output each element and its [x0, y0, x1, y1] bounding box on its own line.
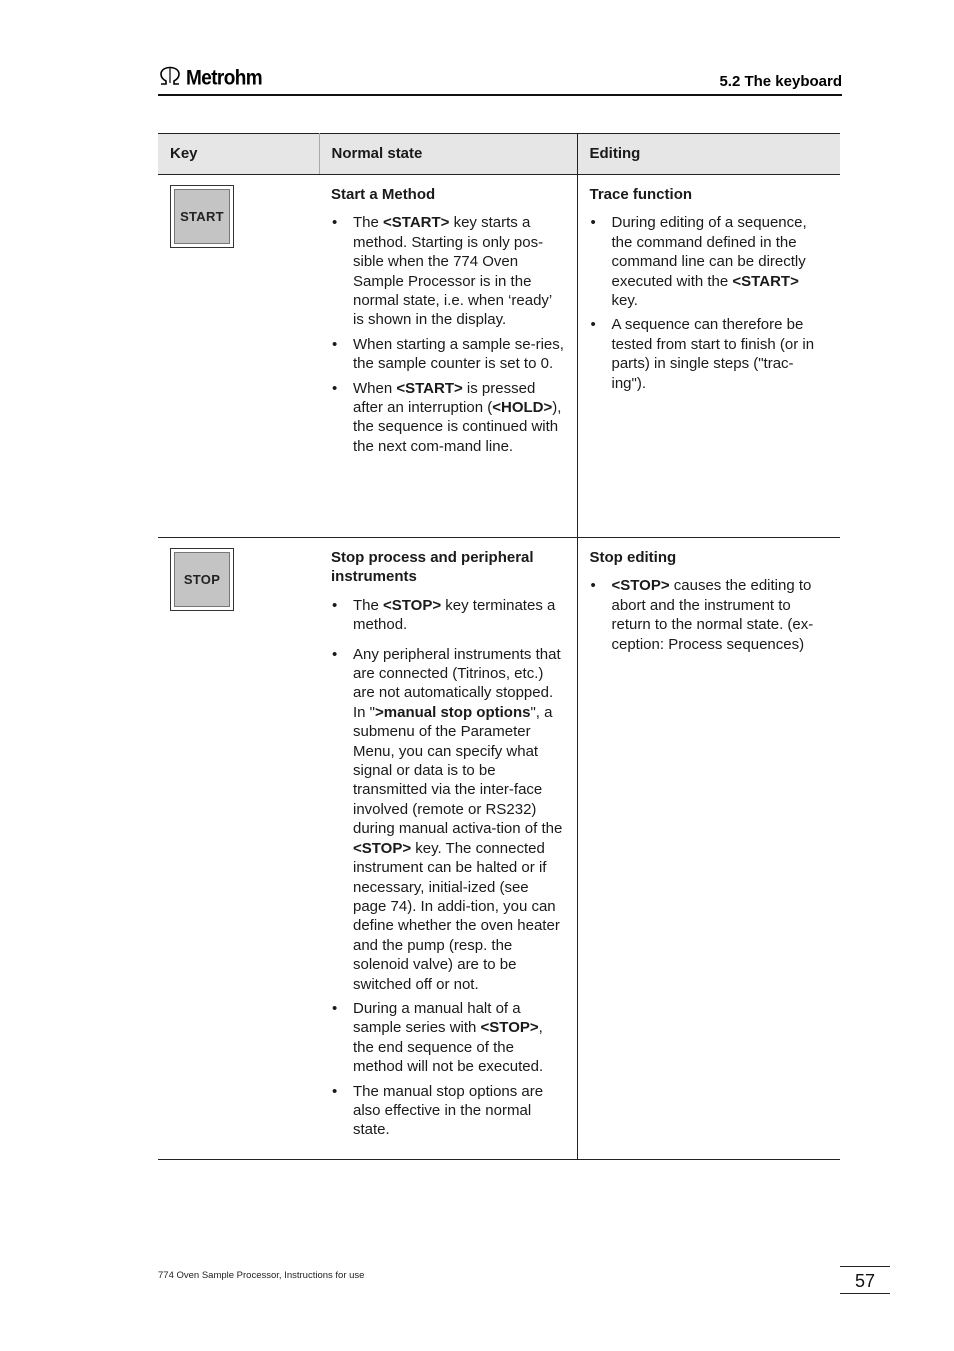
normal-state-title: Stop process and peripheral instruments [331, 549, 534, 586]
start-key-label: START [174, 189, 230, 244]
key-cell [158, 538, 319, 1160]
stop-key-icon [170, 548, 234, 611]
key-name-bold: <START> [396, 379, 463, 397]
normal-state-cell [319, 538, 577, 1160]
key-name-bold: >manual stop options [375, 703, 531, 721]
normal-state-title: Start a Method [331, 186, 436, 203]
key-name-bold: <STOP> [353, 839, 412, 857]
editing-list [590, 576, 829, 654]
key-cell [158, 175, 319, 538]
normal-state-list [331, 213, 565, 456]
normal-state-list [331, 596, 565, 1140]
list-item: • The manual stop options are also effective in the normal state. [331, 1082, 565, 1140]
table-header-row [158, 134, 840, 175]
table-row [158, 175, 840, 538]
start-key-icon [170, 185, 234, 248]
page-number: 57 [840, 1266, 890, 1294]
list-item: • During a manual halt of a sample series with <STOP>, the end sequence of the method will not be executed. [331, 999, 565, 1077]
list-item: • The <STOP> key terminates a method. [331, 596, 565, 635]
list-item: • A sequence can therefore be tested from start to finish (or in parts) in single steps ("trac-ing"). [590, 315, 829, 393]
list-item: • The <START> key starts a method. Starting is only pos-sible when the 774 Oven Sample Processor is in the normal state, i.e. when ‘ready’ is shown in the display. [331, 213, 565, 329]
column-header-editing: Editing [577, 134, 840, 175]
key-name-bold: <START> [732, 272, 799, 290]
key-name-bold: <HOLD> [492, 399, 553, 417]
section-title: 5.2 The keyboard [719, 73, 842, 90]
keyboard-table [158, 133, 840, 1160]
key-name-bold: <STOP> [480, 1019, 539, 1037]
key-name-bold: <START> [383, 214, 450, 232]
brand-logo [158, 66, 262, 91]
omega-icon [158, 66, 182, 91]
column-header-normal-state: Normal state [319, 134, 577, 175]
key-name-bold: <STOP> [383, 596, 442, 614]
stop-key-label: STOP [174, 552, 230, 607]
list-item: • Any peripheral instruments that are connected (Titrinos, etc.) are not automatically stopped. In ">manual stop options", a submenu of the Parameter Menu, you can specify what signal or data is to be transmitted via the inter-face involved (remote or RS232) during manual activa-tion of the <STOP> key. The connected instrument can be halted or if necessary, initial-ized (see page 74). In addi-tion, you can define whether the oven heater and the pump (resp. the solenoid valve) are to be switched off or not. [331, 645, 565, 994]
table-row [158, 538, 840, 1160]
normal-state-cell [319, 175, 577, 538]
list-item: • During editing of a sequence, the command defined in the command line can be directly executed with the <START> key. [590, 213, 829, 310]
editing-cell [577, 538, 840, 1160]
editing-list [590, 213, 829, 393]
editing-title: Trace function [589, 186, 693, 203]
editing-cell [577, 175, 840, 538]
key-name-bold: <STOP> [611, 577, 670, 595]
editing-title: Stop editing [589, 549, 677, 566]
list-item: • When <START> is pressed after an interruption (<HOLD>), the sequence is continued with the next com-mand line. [331, 379, 565, 457]
page-header [158, 64, 842, 96]
logo-text: Metrohm [186, 66, 263, 90]
list-item: • <STOP> causes the editing to abort and the instrument to return to the normal state. (ex-ception: Process sequences) [590, 576, 829, 654]
footer-note: 774 Oven Sample Processor, Instructions for use [158, 1270, 365, 1281]
column-header-key: Key [158, 134, 319, 175]
list-item: • When starting a sample se-ries, the sample counter is set to 0. [331, 335, 565, 374]
